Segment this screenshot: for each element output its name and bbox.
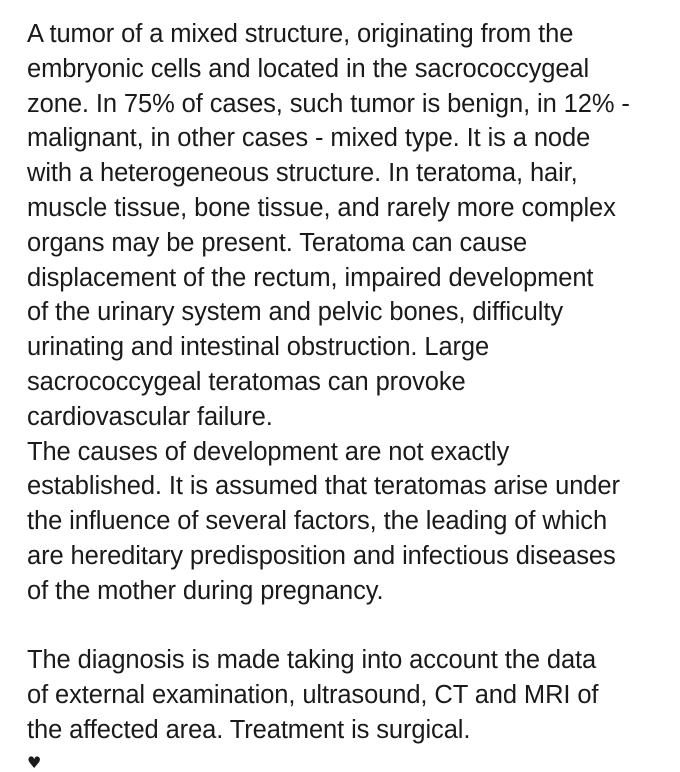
text-line: of external examination, ultrasound, CT and MRI of xyxy=(27,681,599,710)
text-line: The diagnosis is made taking into account the data xyxy=(27,646,597,675)
text-line: the affected area. Treatment is surgical. xyxy=(27,715,471,744)
text-line: of the mother during pregnancy. xyxy=(27,576,384,605)
text-line: organs may be present. Teratoma can cause xyxy=(27,228,528,257)
paragraph-gap xyxy=(27,609,657,644)
text-line: malignant, in other cases - mixed type. It is a node xyxy=(27,124,591,153)
text-line: muscle tissue, bone tissue, and rarely more complex xyxy=(27,193,616,222)
paragraph-causes xyxy=(27,435,657,609)
text-line: are hereditary predisposition and infectious diseases xyxy=(27,541,616,570)
text-line: cardiovascular failure. xyxy=(27,402,273,431)
text-line: the influence of several factors, the leading of which xyxy=(27,507,608,536)
text-line: The causes of development are not exactly xyxy=(27,437,510,466)
text-line: established. It is assumed that teratomas arise under xyxy=(27,472,620,501)
text-line: zone. In 75% of cases, such tumor is benign, in 12% - xyxy=(27,89,630,118)
text-line: A tumor of a mixed structure, originating from the xyxy=(27,20,574,48)
heart-icon: ♥ xyxy=(27,753,42,772)
text-line: with a heterogeneous structure. In teratoma, hair, xyxy=(27,159,578,188)
text-line: sacrococcygeal teratomas can provoke xyxy=(27,367,466,396)
paragraph-diagnosis xyxy=(27,643,657,747)
post-body xyxy=(27,17,657,748)
text-line: displacement of the rectum, impaired development xyxy=(27,263,594,292)
text-line: embryonic cells and located in the sacrococcygeal xyxy=(27,54,590,83)
text-line: urinating and intestinal obstruction. Large xyxy=(27,333,490,362)
text-line: of the urinary system and pelvic bones, difficulty xyxy=(27,298,563,327)
paragraph-description xyxy=(27,17,657,435)
